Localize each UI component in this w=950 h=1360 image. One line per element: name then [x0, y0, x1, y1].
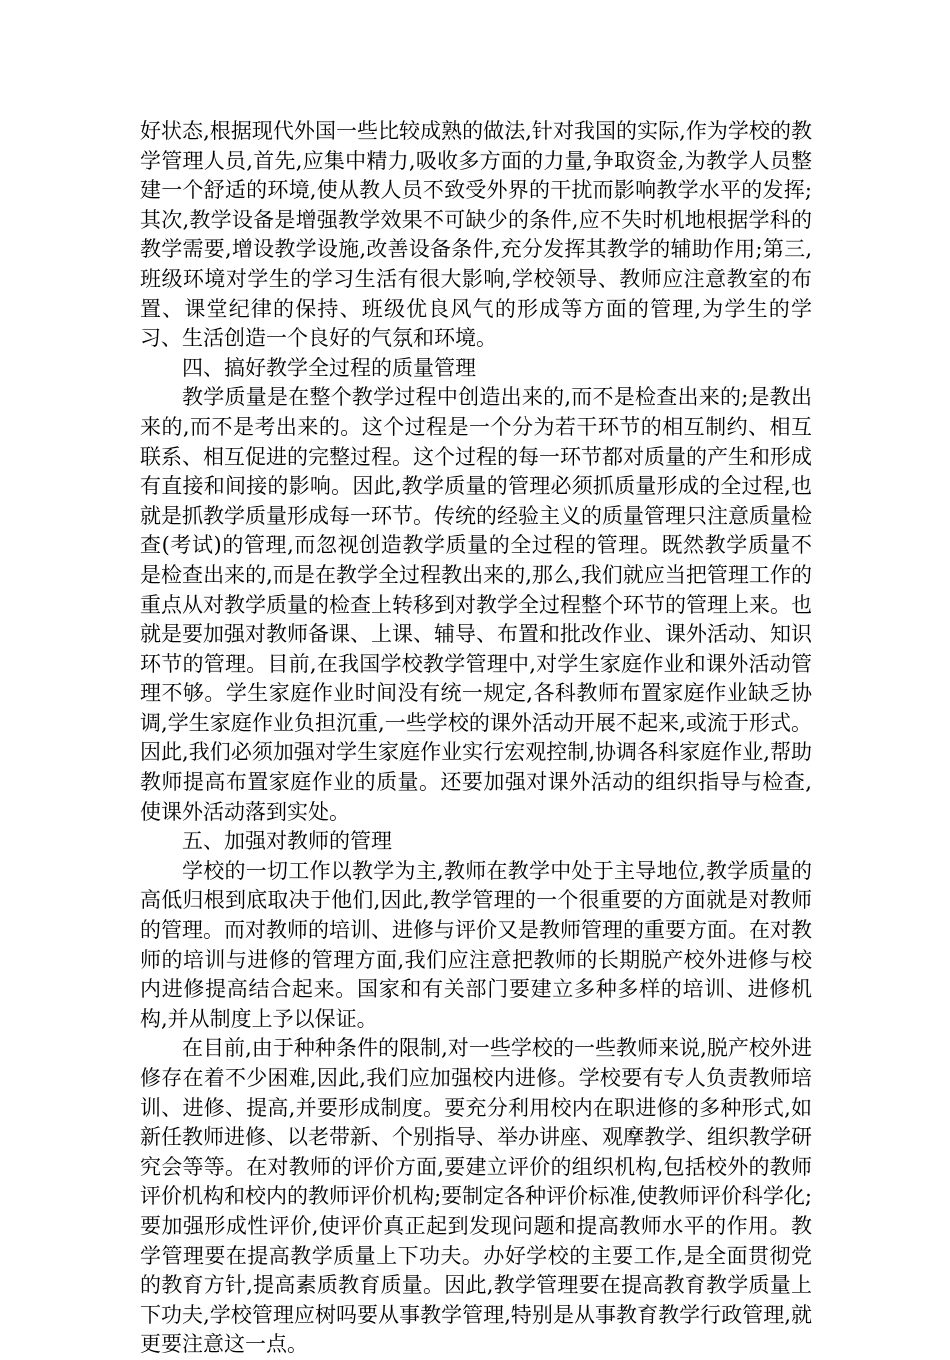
paragraph-continuation: 好状态,根据现代外国一些比较成熟的做法,针对我国的实际,作为学校的教学管理人员,首先,应集中精力,吸收多方面的力量,争取资金,为教学人员整建一个舒适的环境,使从教人员不致受外界的干扰而影响教学水平的发挥;其次,教学设备是增强教学效果不可缺少的条件,应不失时机地根据学科的教学需要,增设教学设施,改善设备条件,充分发挥其教学的辅助作用;第三,班级环境对学生的学习生活有很大影响,学校领导、教师应注意教室的布置、课堂纪律的保持、班级优良风气的形成等方面的管理,为学生的学习、生活创造一个良好的气氛和环境。: [140, 119, 812, 351]
document-page: [140, 117, 812, 1360]
paragraph-quality-management: 教学质量是在整个教学过程中创造出来的,而不是检查出来的;是教出来的,而不是考出来的。这个过程是一个分为若干环节的相互制约、相互联系、相互促进的完整过程。这个过程的每一环节都对质量的产生和形成有直接和间接的影响。因此,教学质量的管理必须抓质量形成的全过程,也就是抓教学质量形成每一环节。传统的经验主义的质量管理只注意质量检查(考试)的管理,而忽视创造教学质量的全过程的管理。既然教学质量不是检查出来的,而是在教学全过程教出来的,那么,我们就应当把管理工作的重点从对教学质量的检查上转移到对教学全过程整个环节的管理上来。也就是要加强对教师备课、上课、辅导、布置和批改作业、课外活动、知识环节的管理。目前,在我国学校教学管理中,对学生家庭作业和课外活动管理不够。学生家庭作业时间没有统一规定,各科教师布置家庭作业缺乏协调,学生家庭作业负担沉重,一些学校的课外活动开展不起来,或流于形式。因此,我们必须加强对学生家庭作业实行宏观控制,协调各科家庭作业,帮助教师提高布置家庭作业的质量。还要加强对课外活动的组织指导与检查,使课外活动落到实处。: [140, 385, 812, 824]
paragraph-in-school-training: 在目前,由于种种条件的限制,对一些学校的一些教师来说,脱产校外进修存在着不少困难,因此,我们应加强校内进修。学校要有专人负责教师培训、进修、提高,并要形成制度。要充分利用校内在职进修的多种形式,如新任教师进修、以老带新、个别指导、举办讲座、观摩教学、组织教学研究会等等。在对教师的评价方面,要建立评价的组织机构,包括校外的教师评价机构和校内的教师评价机构;要制定各种评价标准,使教师评价科学化;要加强形成性评价,使评价真正起到发现问题和提高教师水平的作用。教学管理要在提高教学质量上下功夫。办好学校的主要工作,是全面贯彻党的教育方针,提高素质教育质量。因此,教学管理要在提高教育教学质量上下功夫,学校管理应树吗要从事教学管理,特别是从事教育教学行政管理,就更要注意这一点。: [140, 1036, 812, 1357]
section-heading-5: 五、加强对教师的管理: [182, 829, 392, 854]
section-heading-4: 四、搞好教学全过程的质量管理: [182, 355, 476, 380]
paragraph-teacher-management: 学校的一切工作以教学为主,教师在教学中处于主导地位,教学质量的高低归根到底取决于他们,因此,教学管理的一个很重要的方面就是对教师的管理。而对教师的培训、进修与评价又是教师管理的重要方面。在对教师的培训与进修的管理方面,我们应注意把教师的长期脱产校外进修与校内进修提高结合起来。国家和有关部门要建立多种多样的培训、进修机构,并从制度上予以保证。: [140, 858, 812, 1031]
